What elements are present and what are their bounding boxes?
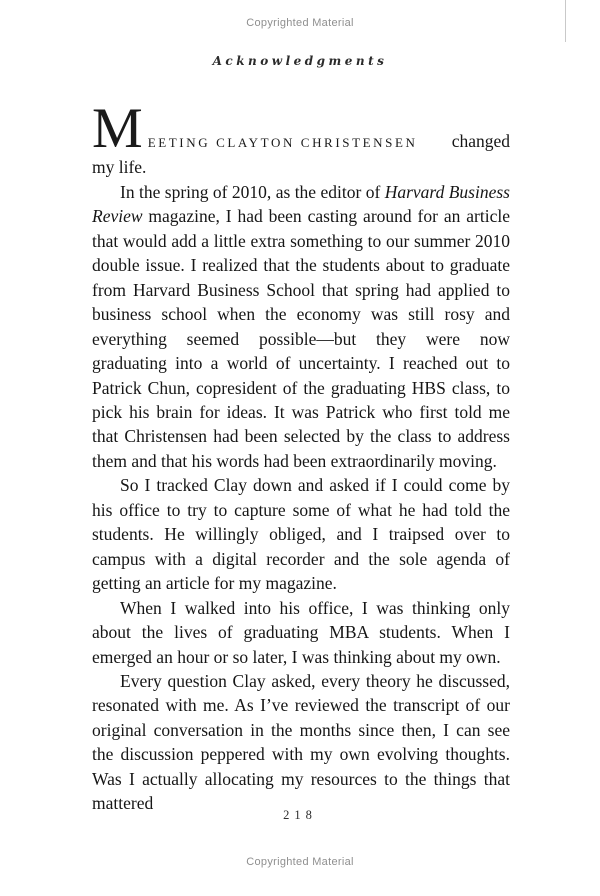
paragraph-opening xyxy=(92,97,510,180)
opening-smallcaps: EETING CLAYTON CHRISTENSEN xyxy=(147,135,418,150)
paragraph-5: Every question Clay asked, every theory he discussed, resonated with me. As I’ve reviewed the transcript of our original conversation in the months since then, I can see the discussion peppered with my own evolving thoughts. Was I actually allocating my resources to the things that mattered xyxy=(92,670,510,814)
paragraph-2 xyxy=(92,180,510,473)
paragraph-2-text-b: magazine, I had been casting around for an article that would add a little extra something to our summer 2010 double issue. I realized that the students about to graduate from Harvard Business School that spring had applied to business school when the economy was still rosy and everything seemed possible—but they were now graduating into a world of uncertainty. I reached out to Patrick Chun, copresident of the graduating HBS class, to pick his brain for ideas. It was Patrick who first told me that Christensen had been selected by the class to address them and that his words had been extraordinarily moving. xyxy=(92,206,510,471)
paragraph-4: When I walked into his office, I was thinking only about the lives of graduating MBA students. When I emerged an hour or so later, I was thinking about my own. xyxy=(92,597,510,667)
opening-first-line xyxy=(92,97,510,160)
page-number: 218 xyxy=(283,808,317,822)
opening-rest: changed xyxy=(451,131,510,151)
text-block xyxy=(92,97,510,816)
italic-magazine-title: Harvard Business Review xyxy=(92,181,510,227)
section-title: Acknowledgments xyxy=(212,54,388,68)
drop-cap: M xyxy=(92,97,143,160)
copyright-notice-top: Copyrighted Material xyxy=(246,17,354,29)
paragraph-3: So I tracked Clay down and asked if I could come by his office to try to capture some of what he had told the students. He willingly obliged, and I traipsed over to campus with a digital recorder and the sole agenda of getting an article for my magazine. xyxy=(92,475,510,594)
paragraph-2-text-a: In the spring of 2010, as the editor of xyxy=(120,181,385,202)
copyright-notice-bottom: Copyrighted Material xyxy=(246,856,354,868)
opening-second-line: my life. xyxy=(92,157,147,178)
